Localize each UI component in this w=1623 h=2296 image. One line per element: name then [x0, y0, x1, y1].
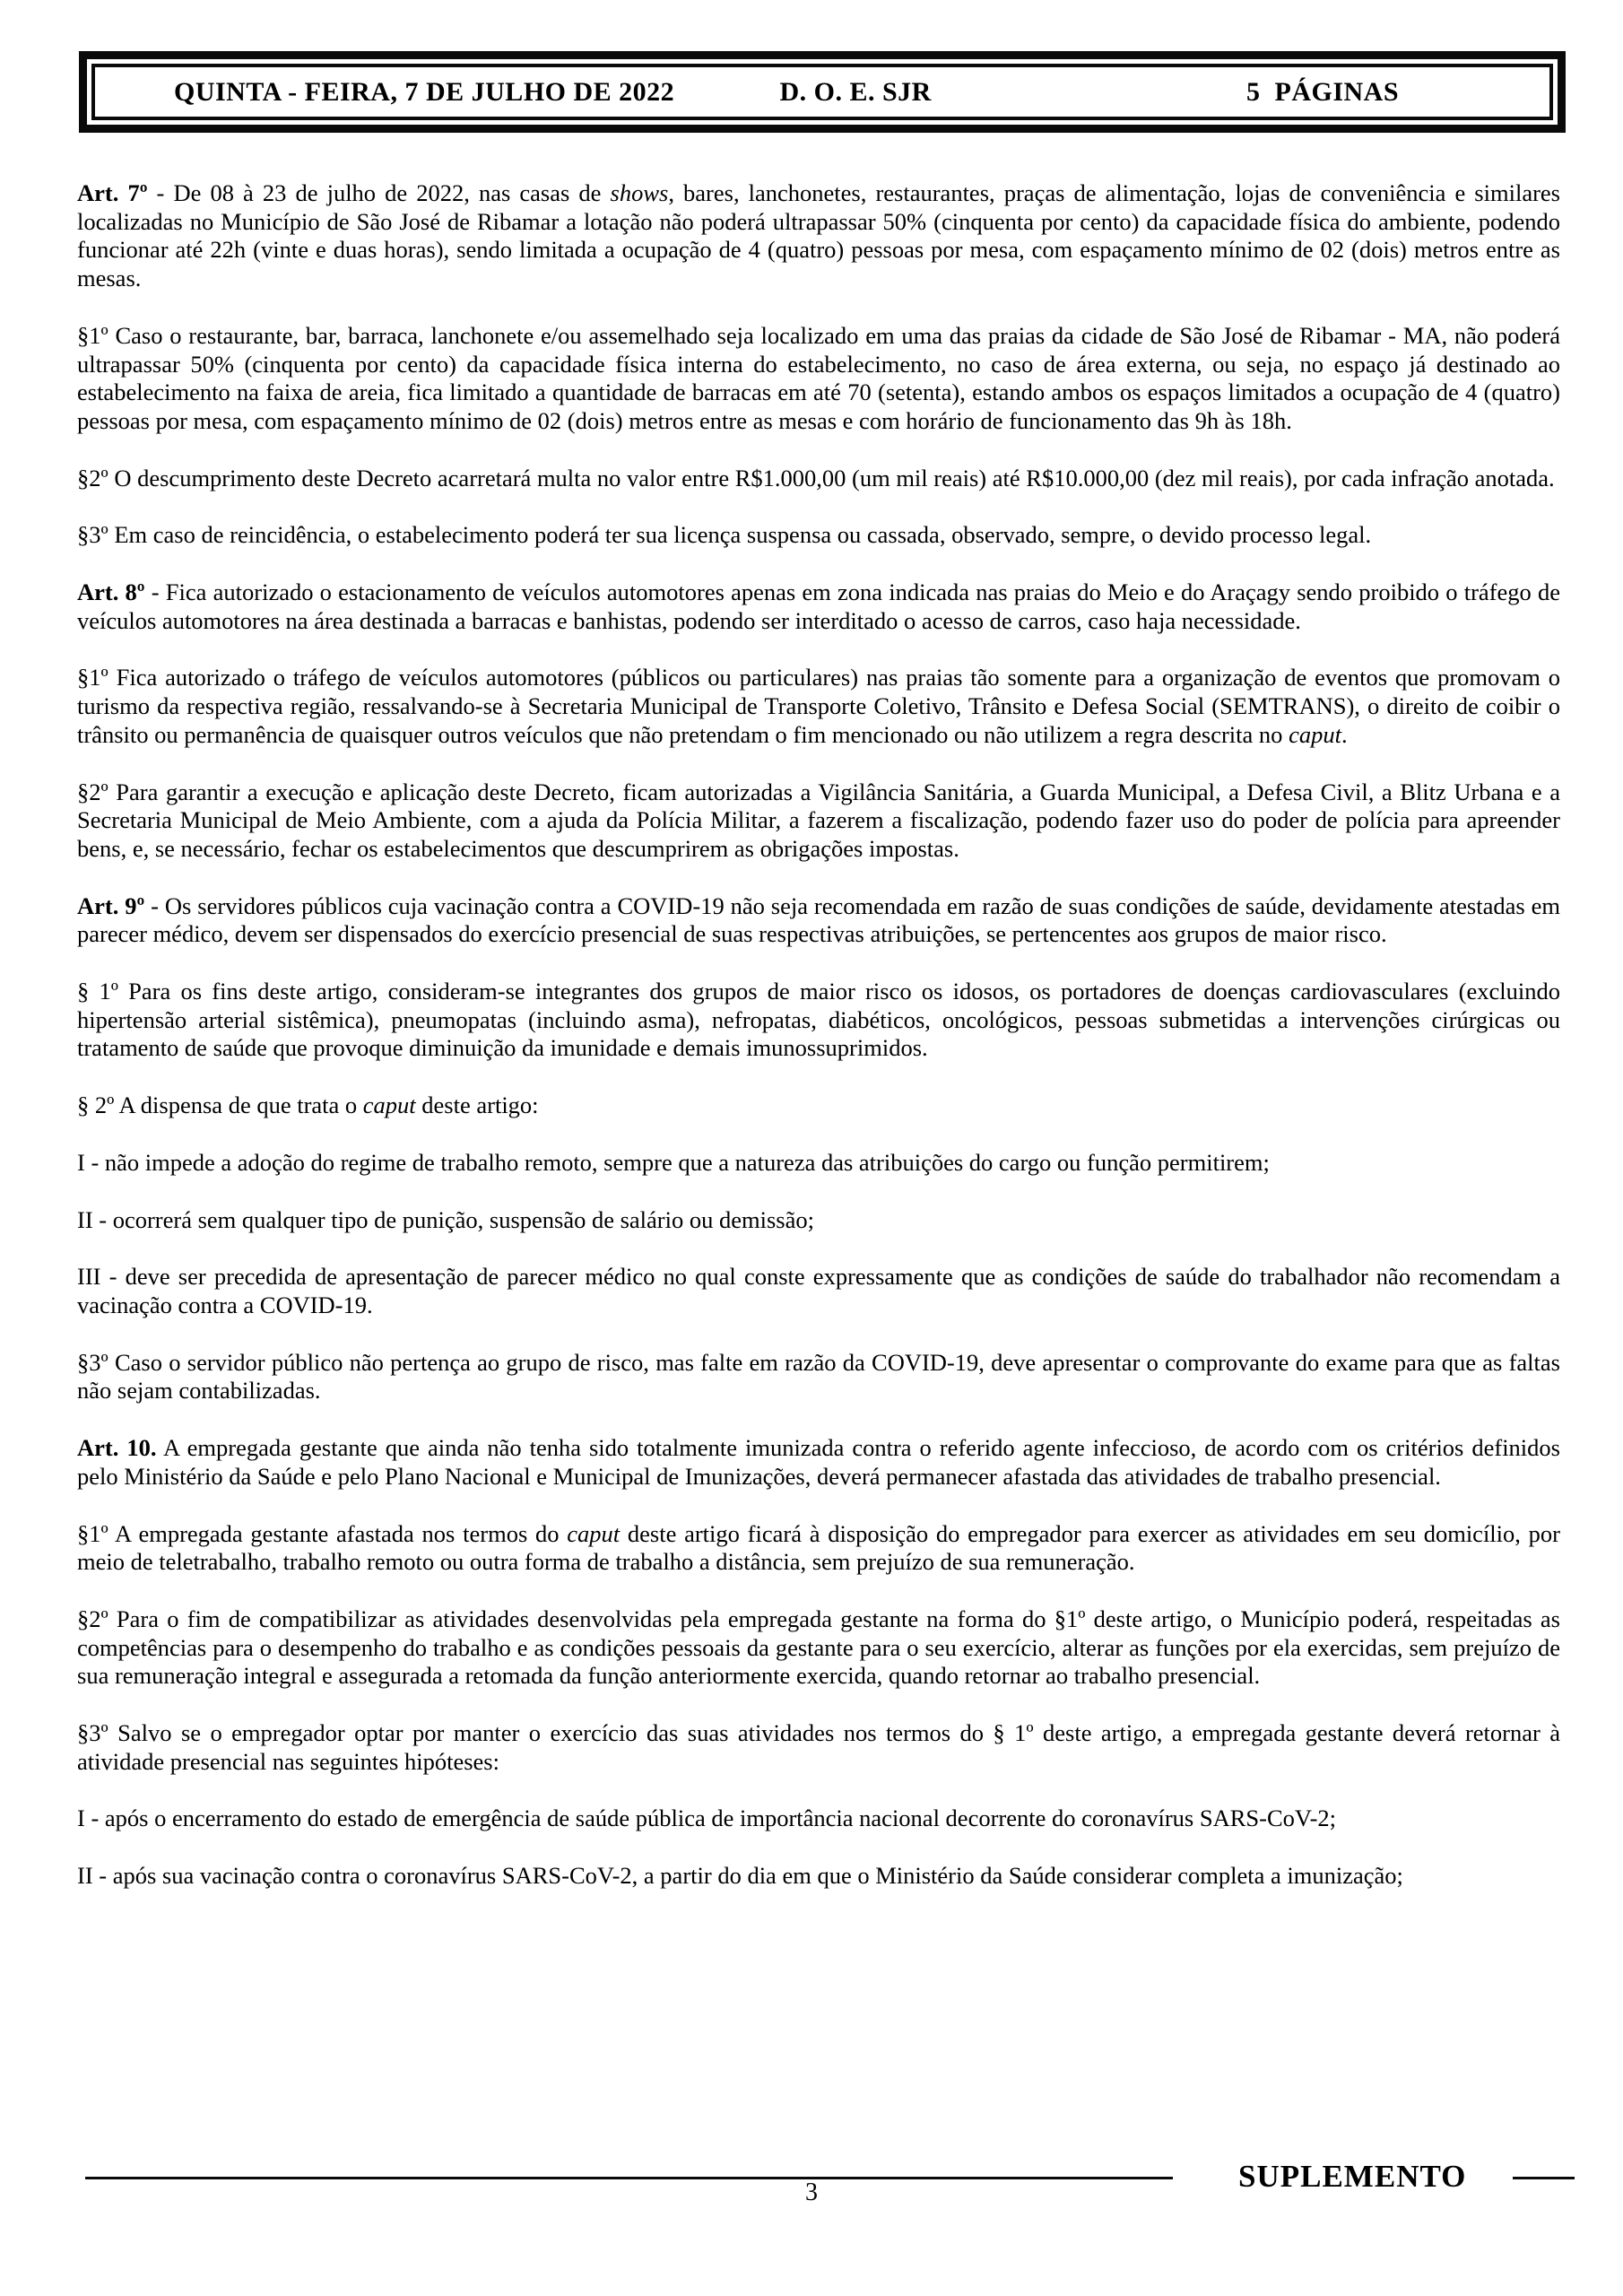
text-run: Art. 8º [77, 578, 152, 606]
text-run: caput [362, 1091, 416, 1119]
text-run: . [1341, 720, 1348, 748]
text-run: , bares, lanchonetes, restaurantes, praças de alimentação, lojas de conveniência e similares localizadas no Município de São José de Ribamar a lotação não poderá ultrapassar 50% (cinquenta por cento) da capacidade física do ambiente, podendo funcionar até 22h (vinte e duas horas), sendo limitada a ocupação de 4 (quatro) pessoas por mesa, com espaçamento mínimo de 02 (dois) metros entre as mesas. [77, 179, 1560, 292]
text-run: §1º A empregada gestante afastada nos termos do [77, 1519, 568, 1547]
text-run: deste artigo ficará à disposição do empregador para exercer as atividades em seu domicílio, por meio de teletrabalho, trabalho remoto ou outra forma de trabalho a distância, sem prejuízo de sua remuneração. [77, 1519, 1560, 1576]
text-run: §3º Em caso de reincidência, o estabelecimento poderá ter sua licença suspensa ou cassada, observado, sempre, o devido processo legal. [77, 521, 1372, 549]
text-run: - Os servidores públicos cuja vacinação contra a COVID-19 não seja recomendada em razão de suas condições de saúde, devidamente atestadas em parecer médico, devem ser dispensados do exercício presencial de suas respectivas atribuições, se pertencentes aos grupos de maior risco. [77, 891, 1560, 948]
text-run: Art. 9º [77, 891, 152, 919]
text-run: caput [1289, 720, 1341, 748]
footer-dash [1513, 2177, 1575, 2179]
text-run: - De 08 à 23 de julho de 2022, nas casas de [156, 179, 611, 206]
paragraph [77, 1263, 1560, 1319]
paragraph [77, 1149, 1560, 1178]
masthead-inner-frame [91, 64, 1553, 120]
text-run: Art. 7º [77, 179, 157, 206]
text-run: §2º Para o fim de compatibilizar as atividades desenvolvidas pela empregada gestante na forma do §1º deste artigo, o Município poderá, respeitadas as competências para o desempenho do trabalho e as condições pessoais da gestante para o seu exercício, alterar as funções por ela exercidas, sem prejuízo de sua remuneração integral e assegurada a retomada da função anteriormente exercida, quando retornar ao trabalho presencial. [77, 1605, 1560, 1690]
supplement-label: SUPLEMENTO [1238, 2159, 1467, 2194]
paragraph [77, 1862, 1560, 1891]
paragraph [77, 1091, 1560, 1120]
paragraph [77, 1520, 1560, 1577]
text-run: §3º Salvo se o empregador optar por manter o exercício das suas atividades nos termos do § 1º deste artigo, a empregada gestante deverá retornar à atividade presencial nas seguintes hipóteses: [77, 1719, 1560, 1775]
masthead-page-count: 5 PÁGINAS [1246, 76, 1400, 107]
masthead-journal-title: D. O. E. SJR [779, 76, 932, 107]
paragraph [77, 664, 1560, 749]
text-run: § 2º A dispensa de que trata o [77, 1091, 363, 1119]
paragraph [77, 892, 1560, 949]
text-run: - Fica autorizado o estacionamento de veículos automotores apenas em zona indicada nas praias do Meio e do Araçagy sendo proibido o tráfego de veículos automotores na área destinada a barracas e banhistas, podendo ser interditado o acesso de carros, caso haja necessidade. [77, 578, 1560, 634]
document-body [77, 179, 1560, 1919]
text-run: §2º Para garantir a execução e aplicação deste Decreto, ficam autorizadas a Vigilância Sanitária, a Guarda Municipal, a Defesa Civil, a Blitz Urbana e a Secretaria Municipal de Meio Ambiente, com a ajuda da Polícia Militar, a fazerem a fiscalização, podendo fazer uso do poder de polícia para apreender bens, e, se necessário, fechar os estabelecimentos que descumprirem as obrigações impostas. [77, 778, 1560, 862]
text-run: caput [567, 1519, 621, 1547]
paragraph [77, 521, 1560, 550]
text-run: I - não impede a adoção do regime de trabalho remoto, sempre que a natureza das atribuições do cargo ou função permitirem; [77, 1148, 1270, 1176]
text-run: §2º O descumprimento deste Decreto acarretará multa no valor entre R$1.000,00 (um mil reais) até R$10.000,00 (dez mil reais), por cada infração anotada. [77, 464, 1555, 491]
footer-rule [85, 2177, 1173, 2179]
paragraph [77, 1805, 1560, 1833]
text-run: II - após sua vacinação contra o coronavírus SARS-CoV-2, a partir do dia em que o Ministério da Saúde considerar completa a imunização; [77, 1862, 1403, 1890]
text-run: Art. 10. [77, 1434, 157, 1462]
text-run: III - deve ser precedida de apresentação de parecer médico no qual conste expressamente que as condições de saúde do trabalhador não recomendam a vacinação contra a COVID-19. [77, 1263, 1560, 1318]
paragraph [77, 1434, 1560, 1491]
paragraph [77, 1349, 1560, 1405]
text-run: II - ocorrerá sem qualquer tipo de punição, suspensão de salário ou demissão; [77, 1205, 814, 1233]
paragraph [77, 465, 1560, 493]
paragraph [77, 1605, 1560, 1691]
paragraph [77, 978, 1560, 1063]
page-number: 3 [805, 2179, 818, 2206]
text-run: §3º Caso o servidor público não pertença ao grupo de risco, mas falte em razão da COVID-19, deve apresentar o comprovante do exame para que as faltas não sejam contabilizadas. [77, 1348, 1560, 1405]
text-run: I - após o encerramento do estado de emergência de saúde pública de importância nacional decorrente do coronavírus SARS-CoV-2; [77, 1805, 1337, 1832]
text-run: §1º Caso o restaurante, bar, barraca, lanchonete e/ou assemelhado seja localizado em uma das praias da cidade de São José de Ribamar - MA, não poderá ultrapassar 50% (cinquenta por cento) da capacidade física interna do estabelecimento, no caso de área externa, ou seja, no espaço já destinado ao estabelecimento na faixa de areia, fica limitado a quantidade de barracas em até 70 (setenta), estando ambos os espaços limitados a ocupação de 4 (quatro) pessoas por mesa, com espaçamento mínimo de 02 (dois) metros entre as mesas e com horário de funcionamento das 9h às 18h. [77, 321, 1560, 434]
text-run: deste artigo: [415, 1091, 539, 1119]
paragraph [77, 322, 1560, 436]
text-run: A empregada gestante que ainda não tenha sido totalmente imunizada contra o referido agente infeccioso, de acordo com os critérios definidos pelo Ministério da Saúde e pelo Plano Nacional e Municipal de Imunizações, deverá permanecer afastada das atividades de trabalho presencial. [77, 1434, 1560, 1490]
masthead-date: QUINTA - FEIRA, 7 DE JULHO DE 2022 [174, 76, 675, 107]
text-run: § 1º Para os fins deste artigo, consideram-se integrantes dos grupos de maior risco os idosos, os portadores de doenças cardiovasculares (excluindo hipertensão arterial sistêmica), pneumopatas (incluindo asma), nefropatas, diabéticos, oncológicos, pessoas submetidas a intervenções cirúrgicas ou tratamento de saúde que provoque diminuição da imunidade e demais imunossuprimidos. [77, 978, 1560, 1062]
paragraph [77, 1206, 1560, 1235]
text-run: shows [610, 179, 669, 206]
paragraph [77, 778, 1560, 864]
masthead-box [79, 51, 1566, 133]
paragraph [77, 578, 1560, 635]
text-run: §1º Fica autorizado o tráfego de veículos automotores (públicos ou particulares) nas praias tão somente para a organização de eventos que promovam o turismo da respectiva região, ressalvando-se à Secretaria Municipal de Transporte Coletivo, Trânsito e Defesa Social (SEMTRANS), o direito de coibir o trânsito ou permanência de quaisquer outros veículos que não pretendam o fim mencionado ou não utilizem a regra descrita no [77, 664, 1560, 748]
paragraph [77, 179, 1560, 293]
paragraph [77, 1719, 1560, 1776]
